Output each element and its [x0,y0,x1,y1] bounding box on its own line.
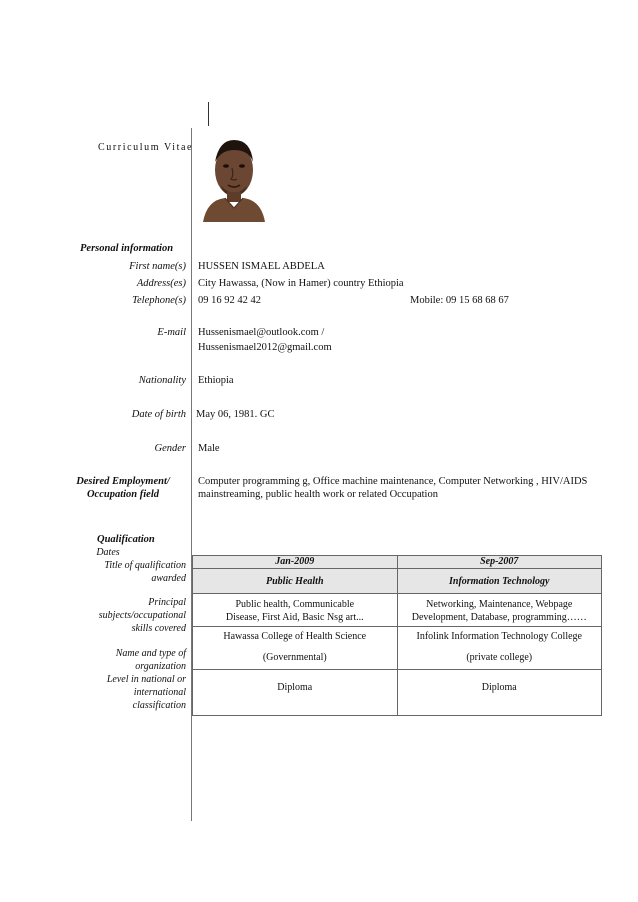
email-label: E-mail [157,327,186,338]
address-value: City Hawassa, (Now in Hamer) country Ethiopia [198,278,404,289]
dates-row [193,556,602,569]
first-name-label: First name(s) [129,261,186,272]
org-cell-1 [193,627,398,670]
date-cell-1: Jan-2009 [193,556,398,569]
principal-label-3: skills covered [131,623,186,634]
title-cell-2: Information Technology [397,569,602,594]
org-cell-2 [397,627,602,670]
email-value-1: Hussenismael@outlook.com / [198,327,325,338]
column-divider [191,128,192,821]
header-rule [208,102,209,126]
org-label-1: Name and type of [115,648,186,659]
title-cell-1: Public Health [193,569,398,594]
subjects-2-line-1: Networking, Maintenance, Webpage [426,599,573,610]
dates-label: Dates [96,547,120,558]
email-value-2: Hussenismael2012@gmail.com [198,342,332,353]
employment-label-1: Desired Employment/ [76,476,170,487]
principal-label-1: Principal [148,597,186,608]
org-1-type: (Governmental) [262,652,327,663]
employment-text-1: Computer programming g, Office machine maintenance, Computer Networking , HIV/AIDS [198,476,588,487]
level-label-2: international [133,687,186,698]
qualification-table [192,555,602,716]
org-2-name: Infolink Information Technology College [416,631,582,642]
subjects-2-line-2: Development, Database, programming…… [411,612,587,623]
document-title: Curriculum Vitae [98,142,194,153]
telephone-label: Telephone(s) [132,295,186,306]
level-row [193,670,602,716]
date-cell-2: Sep-2007 [397,556,602,569]
address-label: Address(es) [136,278,186,289]
title-label-2: awarded [151,573,186,584]
level-label-3: classification [132,700,186,711]
level-cell-2: Diploma [397,670,602,716]
subjects-1-line-2: Disease, First Aid, Basic Nsg art... [225,612,364,623]
profile-photo [199,128,269,222]
level-label-1: Level in national or [106,674,186,685]
title-label-1: Title of qualification [104,560,186,571]
org-label-2: organization [135,661,186,672]
subjects-cell-2 [397,594,602,627]
dob-value: May 06, 1981. GC [196,409,275,420]
employment-text-2: mainstreaming, public health work or related Occupation [198,489,438,500]
qualification-section-title: Qualification [97,534,155,545]
level-cell-1: Diploma [193,670,398,716]
personal-section-title: Personal information [80,243,174,254]
employment-label-2: Occupation field [86,489,160,500]
organization-row [193,627,602,670]
first-name-value: HUSSEN ISMAEL ABDELA [198,261,325,272]
nationality-label: Nationality [138,375,186,386]
telephone-value: 09 16 92 42 42 [198,295,261,306]
subjects-1-line-1: Public health, Communicable [235,599,355,610]
gender-label: Gender [154,443,186,454]
nationality-value: Ethiopia [198,375,234,386]
dob-label: Date of birth [131,409,186,420]
org-1-name: Hawassa College of Health Science [223,631,367,642]
title-row [193,569,602,594]
subjects-row [193,594,602,627]
subjects-cell-1 [193,594,398,627]
org-2-type: (private college) [466,652,533,663]
gender-value: Male [198,443,220,454]
mobile-value: Mobile: 09 15 68 68 67 [410,295,509,306]
principal-label-2: subjects/occupational [98,610,186,621]
